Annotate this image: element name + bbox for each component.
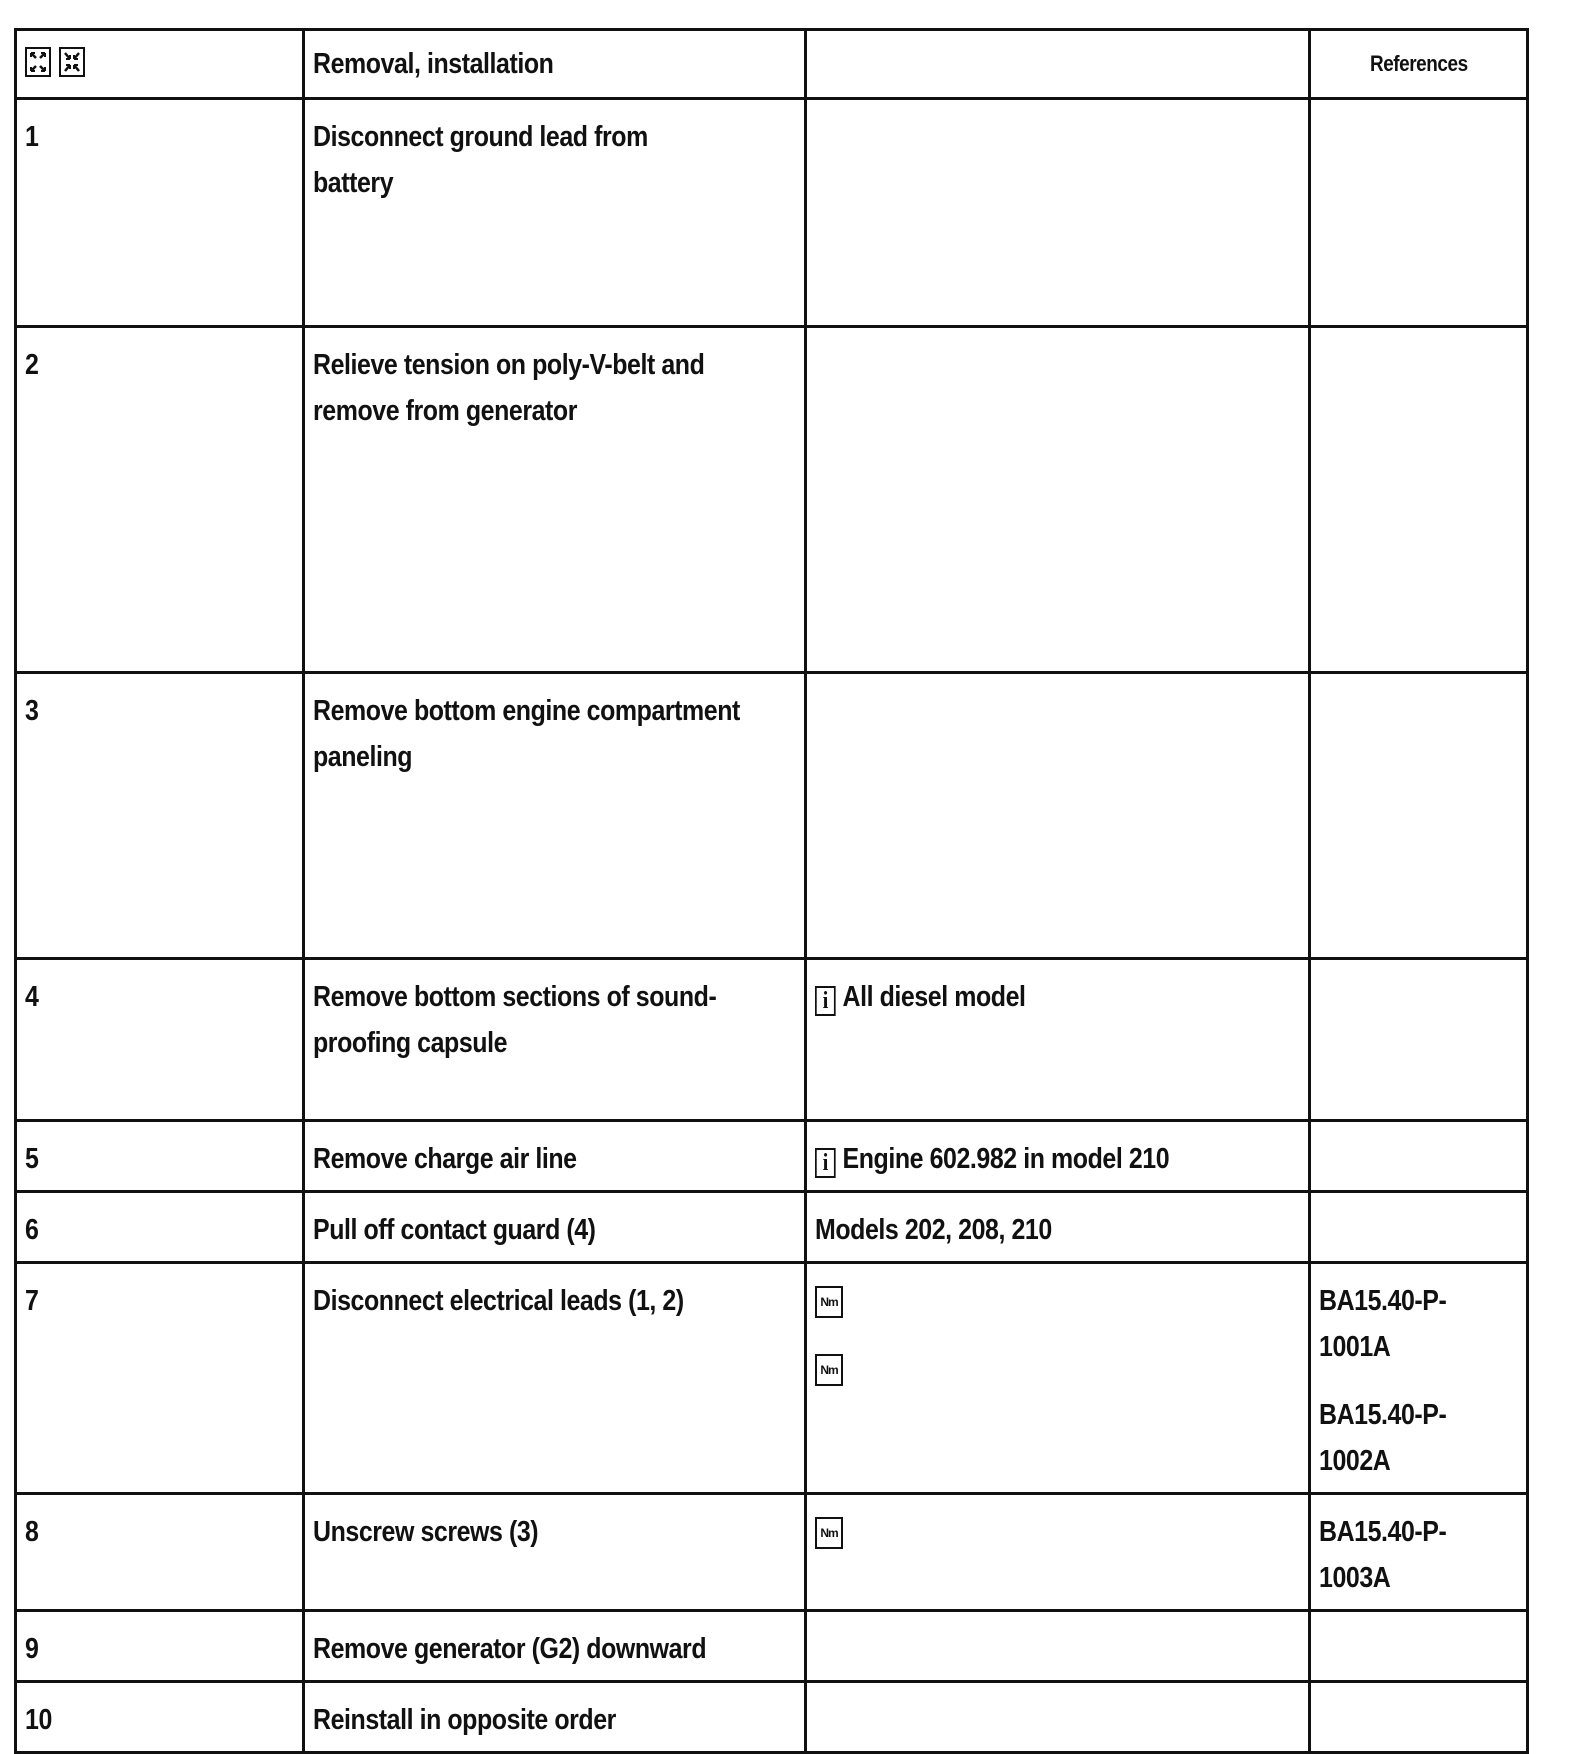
step-reference (1310, 99, 1528, 327)
header-references: References (1310, 30, 1528, 99)
torque-nm-icon[interactable]: Nm (815, 1517, 843, 1549)
step-action: Relieve tension on poly-V-belt and remove from generator (304, 327, 806, 673)
header-action: Removal, installation (304, 30, 806, 99)
info-icon[interactable]: i (815, 1148, 836, 1178)
step-reference (1310, 1263, 1528, 1494)
torque-nm-icon[interactable]: Nm (815, 1286, 843, 1318)
step-action: Remove bottom sections of sound-proofing capsule (304, 959, 806, 1121)
reference-link[interactable]: BA15.40-P-1003A (1319, 1516, 1447, 1594)
step-note (806, 673, 1310, 959)
table-row (16, 1494, 1528, 1611)
step-note: i All diesel model (806, 959, 1310, 1121)
table-header-row (16, 30, 1528, 99)
step-number: 3 (16, 673, 304, 959)
table-row (16, 1263, 1528, 1494)
step-number: 2 (16, 327, 304, 673)
step-note: i Engine 602.982 in model 210 (806, 1121, 1310, 1192)
step-action: Unscrew screws (3) (304, 1494, 806, 1611)
step-reference (1310, 959, 1528, 1121)
table-row (16, 327, 1528, 673)
reference-link[interactable]: BA15.40-P-1001A (1319, 1285, 1447, 1363)
step-reference (1310, 327, 1528, 673)
header-icon-cell (16, 30, 304, 99)
table-row (16, 1121, 1528, 1192)
step-number: 4 (16, 959, 304, 1121)
step-number: 7 (16, 1263, 304, 1494)
table-row (16, 673, 1528, 959)
step-reference (1310, 673, 1528, 959)
collapse-icon[interactable] (59, 47, 85, 77)
step-number: 5 (16, 1121, 304, 1192)
step-action: Remove generator (G2) downward (304, 1611, 806, 1682)
step-number: 6 (16, 1192, 304, 1263)
table-row (16, 99, 1528, 327)
step-action: Pull off contact guard (4) (304, 1192, 806, 1263)
table-row (16, 1682, 1528, 1753)
step-number: 9 (16, 1611, 304, 1682)
step-reference (1310, 1682, 1528, 1753)
step-reference (1310, 1121, 1528, 1192)
step-action: Disconnect ground lead from battery (304, 99, 806, 327)
step-note (806, 327, 1310, 673)
torque-nm-icon[interactable]: Nm (815, 1354, 843, 1386)
step-action: Reinstall in opposite order (304, 1682, 806, 1753)
table-row (16, 1611, 1528, 1682)
header-note (806, 30, 1310, 99)
step-note (806, 1494, 1310, 1611)
expand-icon[interactable] (25, 47, 51, 77)
step-action: Remove bottom engine compartment paneling (304, 673, 806, 959)
step-note (806, 99, 1310, 327)
step-note (806, 1611, 1310, 1682)
step-action: Remove charge air line (304, 1121, 806, 1192)
step-note (806, 1682, 1310, 1753)
step-number: 8 (16, 1494, 304, 1611)
step-action: Disconnect electrical leads (1, 2) (304, 1263, 806, 1494)
step-reference (1310, 1611, 1528, 1682)
reference-link[interactable]: BA15.40-P-1002A (1319, 1399, 1447, 1477)
step-note: Models 202, 208, 210 (806, 1192, 1310, 1263)
info-icon[interactable]: i (815, 986, 836, 1016)
step-reference (1310, 1192, 1528, 1263)
table-row (16, 1192, 1528, 1263)
step-number: 10 (16, 1682, 304, 1753)
procedure-table (14, 28, 1529, 1754)
step-number: 1 (16, 99, 304, 327)
table-row (16, 959, 1528, 1121)
step-note (806, 1263, 1310, 1494)
step-reference (1310, 1494, 1528, 1611)
